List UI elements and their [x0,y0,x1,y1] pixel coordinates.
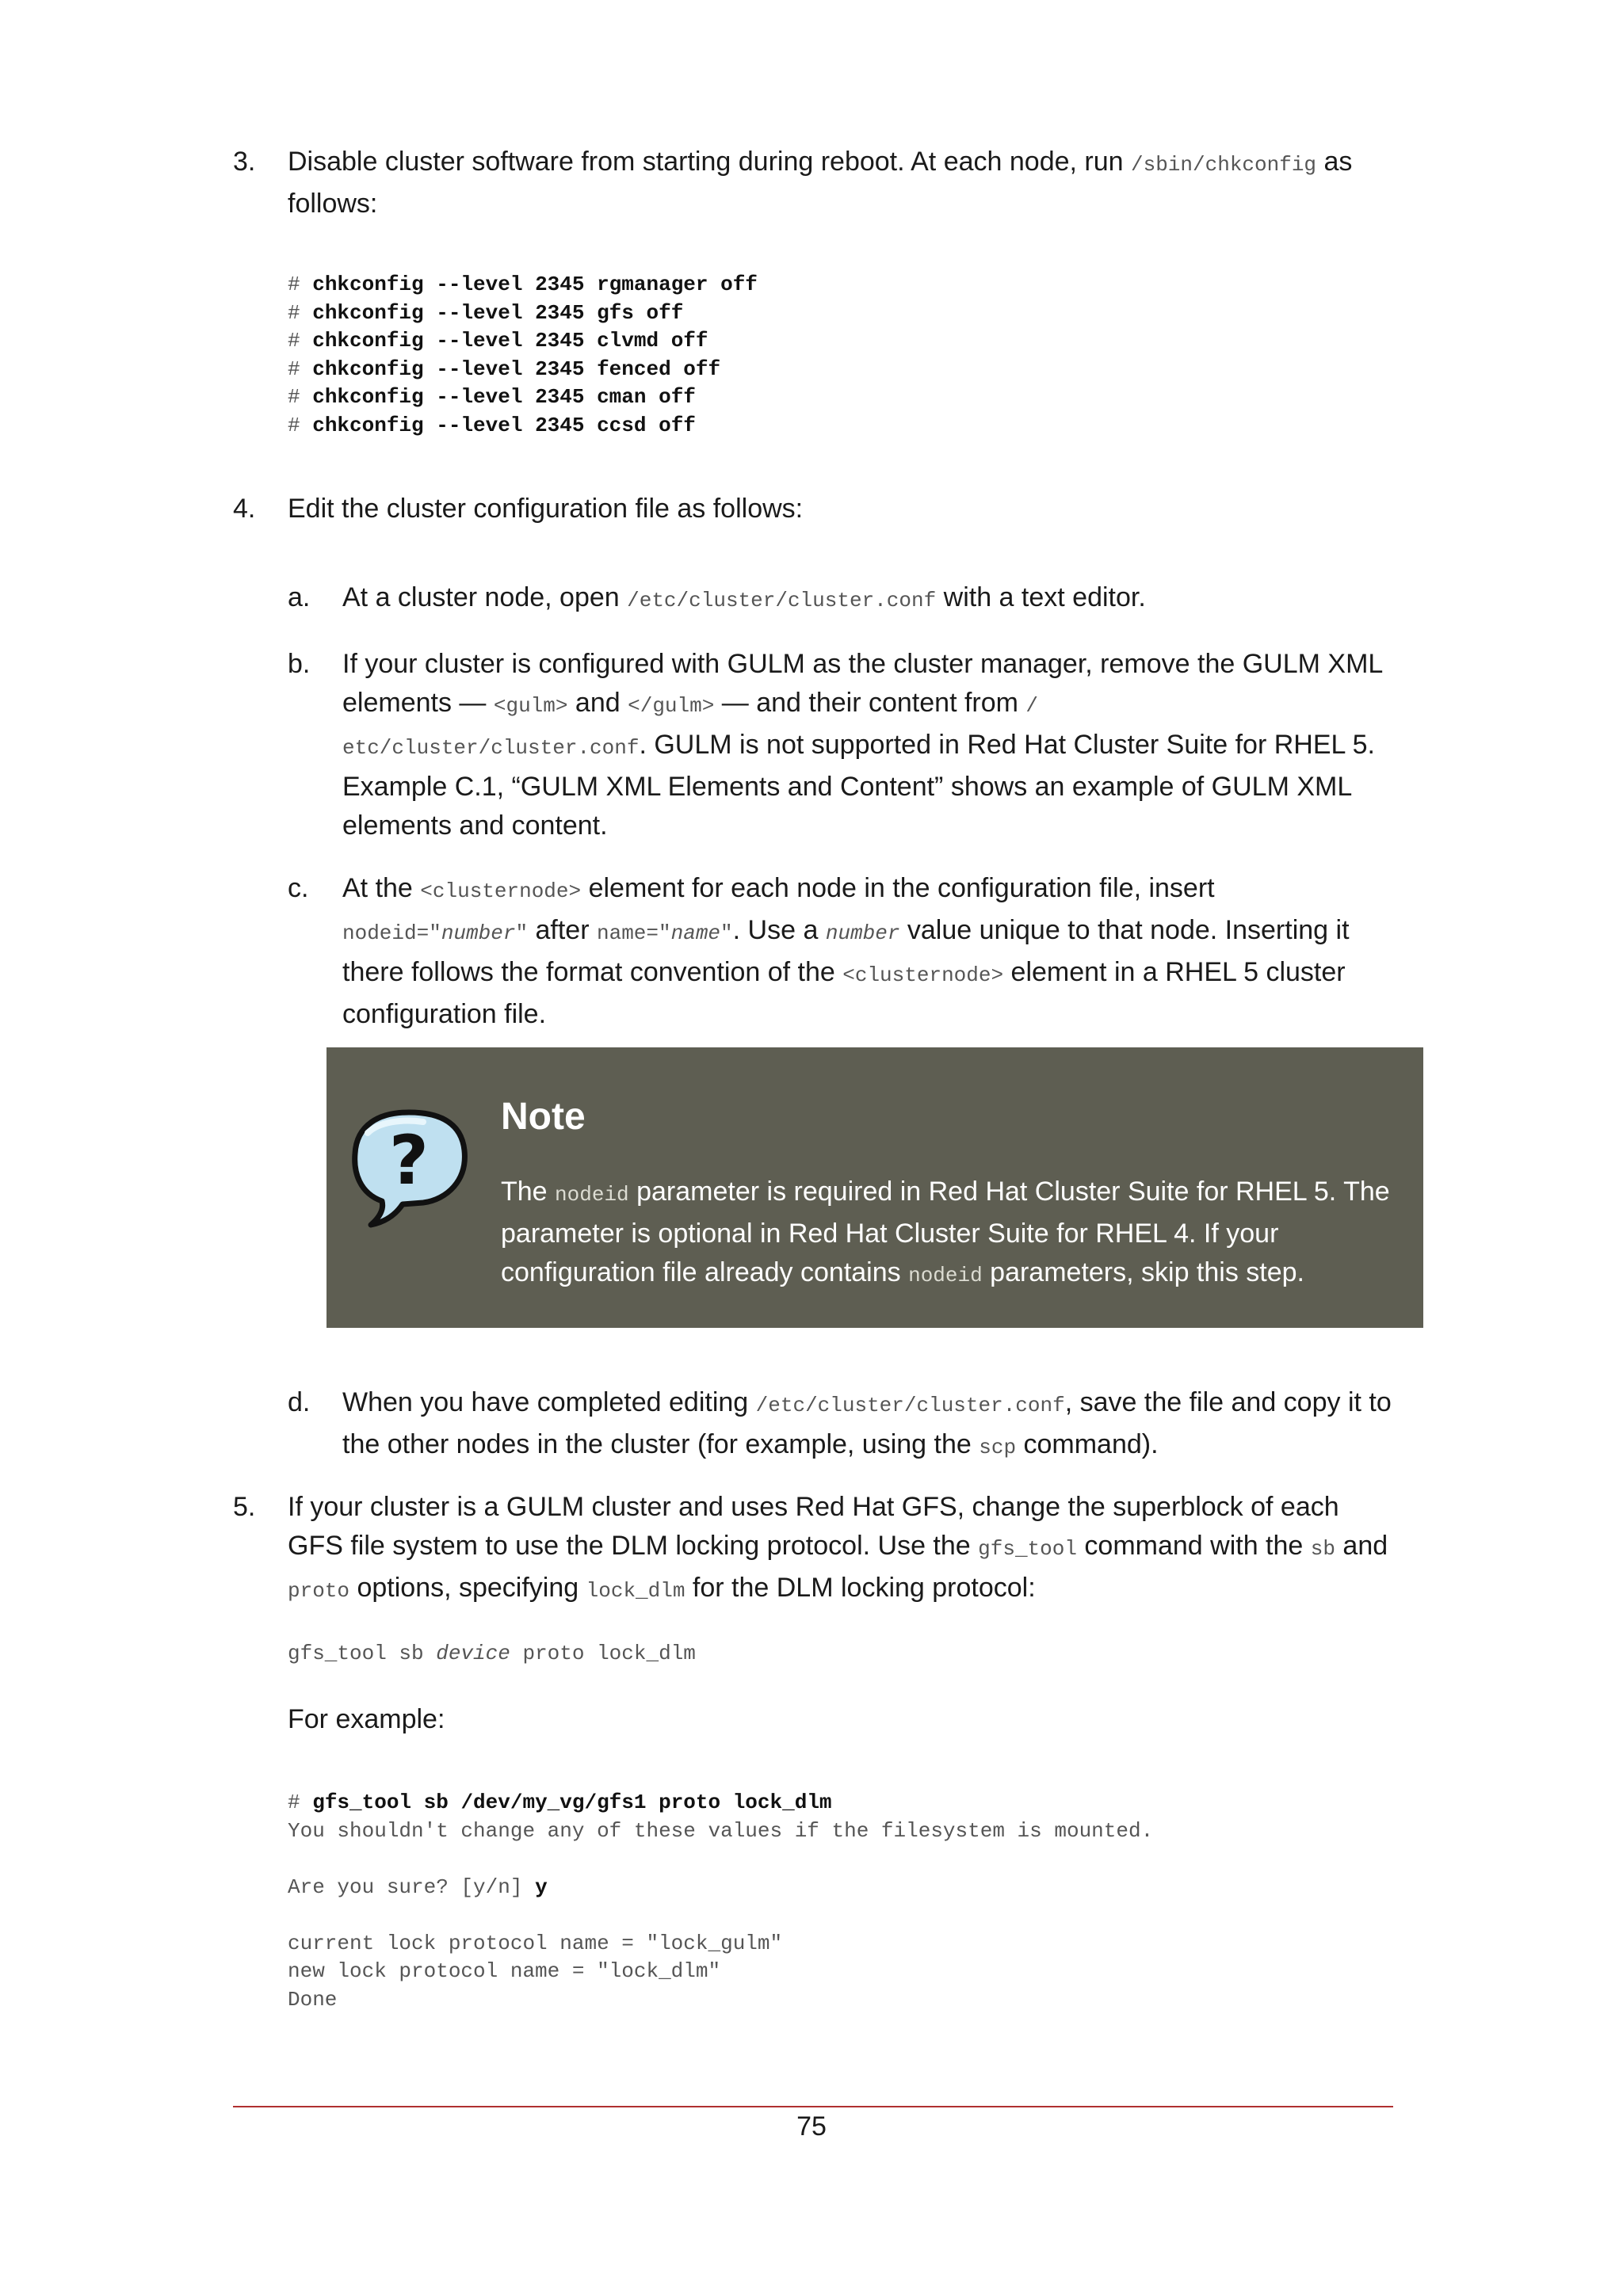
step-number: 3. [233,147,256,177]
inline-code: /etc/cluster/cluster.conf [627,589,937,612]
step-4-text: Edit the cluster configuration file as follows: [288,494,804,524]
substep-a-text: At a cluster node, open /etc/cluster/cluster.conf with a text editor. [342,582,1146,612]
svg-text:?: ? [389,1121,429,1200]
example-label: For example: [288,1704,445,1734]
inline-code: / [1025,694,1039,718]
substep-c-text: At the <clusternode> element for each node in the configuration file, insert nodeid="number" after name="name". Use a number value unique to that node. Inserting it there follows the format convention of the <clusternode> element in a RHEL 5 cluster configuration file. [342,873,1350,1029]
step-number: 4. [233,494,256,524]
inline-code: lock_dlm [586,1579,685,1603]
code-block-example: # gfs_tool sb /dev/my_vg/gfs1 proto lock_dlm You shouldn't change any of these values if the filesystem is mounted. Are you sure? [y/n] y current lock protocol name = "lock_gulm" new lock protocol name = "lock_dlm" Done [288,1791,1154,2012]
inline-code: proto [288,1579,350,1603]
substep-letter: d. [288,1387,311,1417]
inline-code: sb [1310,1537,1335,1561]
inline-code: <clusternode> [842,963,1004,987]
syntax-block: gfs_tool sb device proto lock_dlm [288,1642,696,1665]
substep-letter: b. [288,649,311,679]
note-body: The nodeid parameter is required in Red Hat Cluster Suite for RHEL 5. The parameter is optional in Red Hat Cluster Suite for RHEL 4. If your configuration file already contains nodeid parameters, skip this step. [501,1177,1390,1287]
page-number: 75 [796,2111,827,2142]
inline-code: /etc/cluster/cluster.conf [755,1394,1065,1417]
note-title: Note [501,1096,586,1138]
code-block-chkconfig: # chkconfig --level 2345 rgmanager off # chkconfig --level 2345 gfs off # chkconfig --level 2345 clvmd off # chkconfig --level 2345 fenced off # chkconfig --level 2345 cman off # chkconfig --level 2345 ccsd off [288,273,758,437]
inline-code: nodeid [908,1264,983,1287]
substep-b-text: If your cluster is configured with GULM as the cluster manager, remove the GULM XML elements — <gulm> and </gulm> — and their content from / etc/cluster/cluster.conf. GULM is not supported in Red Hat Cluster Suite for RHEL 5. Example C.1, “GULM XML Elements and Content” shows an example of GULM XML elements and content. [342,649,1383,841]
inline-code: <clusternode> [420,879,582,903]
substep-letter: a. [288,582,311,612]
inline-code: scp [979,1436,1017,1459]
note-admonition [327,1047,1423,1328]
inline-code: /sbin/chkconfig [1131,153,1317,177]
substep-d-text: When you have completed editing /etc/cluster/cluster.conf, save the file and copy it to the other nodes in the cluster (for example, using the scp command). [342,1387,1392,1459]
inline-code: </gulm> [628,694,715,718]
inline-code: gfs_tool [978,1537,1077,1561]
substep-letter: c. [288,873,309,903]
inline-code: <gulm> [493,694,568,718]
inline-code: etc/cluster/cluster.conf [342,736,640,760]
step-number: 5. [233,1492,256,1522]
question-speech-bubble-icon [347,1104,471,1228]
step-3-text: Disable cluster software from starting during reboot. At each node, run /sbin/chkconfig as follows: [288,147,1353,219]
inline-code: nodeid [555,1183,629,1207]
step-5-text: If your cluster is a GULM cluster and uses Red Hat GFS, change the superblock of each GFS file system to use the DLM locking protocol. Use the gfs_tool command with the sb and proto options, specifying lock_dlm for the DLM locking protocol: [288,1492,1388,1603]
